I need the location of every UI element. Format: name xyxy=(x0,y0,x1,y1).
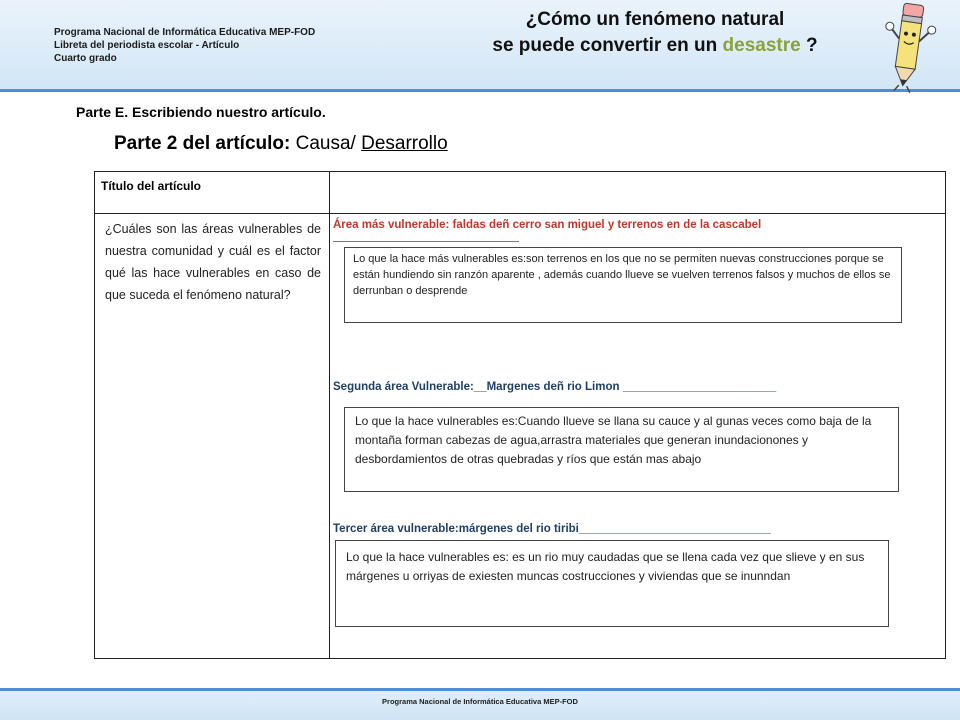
area2-label: Segunda área Vulnerable:__Margenes deñ rio Limon ________________________ xyxy=(333,381,777,393)
title-row xyxy=(95,172,945,214)
header-program-info xyxy=(54,26,315,65)
page-title-question-mark: ? xyxy=(800,35,818,56)
area1-underline xyxy=(333,241,519,242)
article-title-label: Título del artículo xyxy=(101,179,202,193)
page-title-line2-text: se puede convertir en un xyxy=(492,35,723,56)
section-heading: Parte E. Escribiendo nuestro artículo. xyxy=(76,104,326,120)
area3-description-box: Lo que la hace vulnerables es: es un rio muy caudadas que se llena cada vez que slieve y en sus márgenes u orriyas de exiesten muncas costrucciones y viviendas que se inunndan xyxy=(335,540,889,627)
area2-description-box: Lo que la hace vulnerables es:Cuando llueve se llana su cauce y al gunas veces como baja de la montaña forman cabezas de agua,arrastra materiales que generan inundacionones y desbordamientos de otras quebradas y ríos que están mas abajo xyxy=(344,407,899,492)
article-part-cause: Causa/ xyxy=(290,133,362,154)
article-part-label: Parte 2 del artículo: xyxy=(114,133,291,154)
article-table xyxy=(94,171,946,659)
area1-label: Área más vulnerable: faldas deñ cerro san miguel y terrenos en de la cascabel xyxy=(333,219,762,231)
area3-label: Tercer área vulnerable:márgenes del rio tiribi______________________________ xyxy=(333,523,771,535)
page-title-accent-word: desastre xyxy=(722,35,801,56)
footer-band xyxy=(0,688,960,720)
page-title-line2 xyxy=(430,33,880,59)
header-grade-line: Cuarto grado xyxy=(54,53,117,64)
page-title-line1: ¿Cómo un fenómeno natural xyxy=(525,9,785,30)
area1-description-box: Lo que la hace más vulnerables es:son terrenos en los que no se permiten nuevas construcciones porque se están hundiendo sin ranzón aparente , además cuando llueve se vuelven terrenos falsos y muchos de ellos se derrunban o desprende xyxy=(344,247,902,323)
footer-text: Programa Nacional de Informática Educativa MEP-FOD xyxy=(382,697,578,706)
header-notebook-line: Libreta del periodista escolar - Artículo xyxy=(54,40,240,51)
vulnerable-areas-question: ¿Cuáles son las áreas vulnerables de nuestra comunidad y cuál es el factor qué las hace vulnerables en caso de que suceda el fenómeno natural? xyxy=(105,222,321,302)
column-divider xyxy=(329,172,330,658)
article-part-heading xyxy=(114,133,448,155)
header-program-line: Programa Nacional de Informática Educativa MEP-FOD xyxy=(54,27,316,38)
header-band xyxy=(0,0,960,92)
article-part-development: Desarrollo xyxy=(361,133,448,154)
pencil-mascot-icon xyxy=(860,0,956,96)
page-title xyxy=(430,7,880,59)
